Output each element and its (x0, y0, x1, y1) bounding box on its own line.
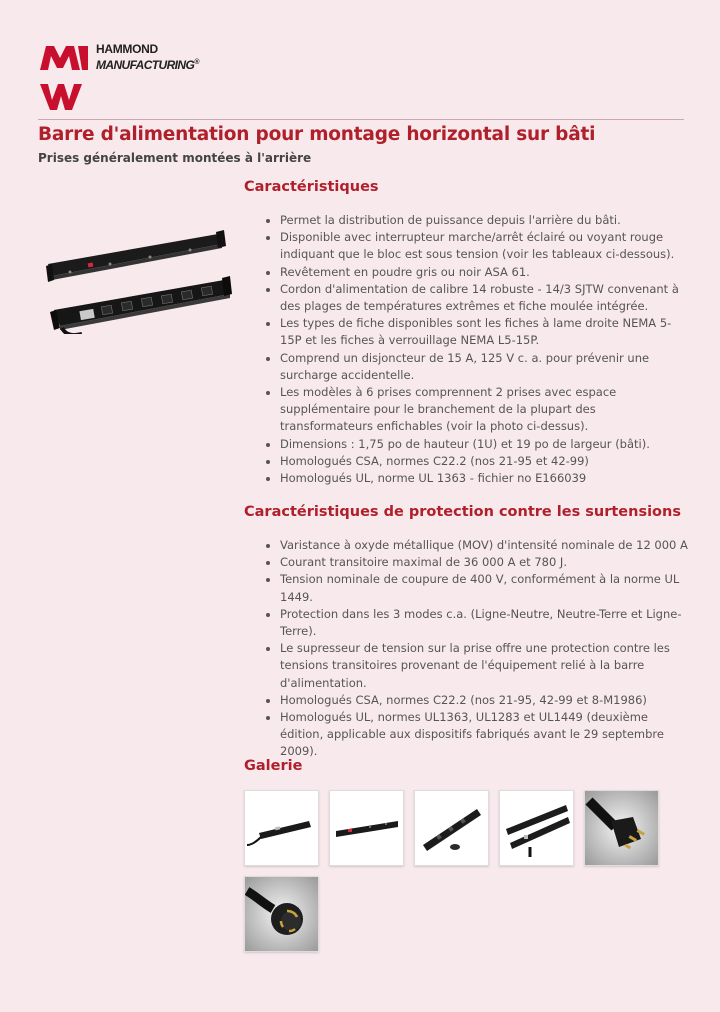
bullet-icon (266, 219, 270, 223)
site-header (38, 40, 698, 116)
bullet-icon (266, 613, 270, 617)
list-item (244, 281, 688, 315)
page-subtitle: Prises généralement montées à l'arrière (38, 151, 312, 165)
bullet-icon (266, 647, 270, 651)
features-list (244, 212, 688, 487)
list-item (244, 640, 688, 692)
bullet-icon (266, 544, 270, 548)
page-title: Barre d'alimentation pour montage horizontal sur bâti (38, 124, 596, 145)
bullet-icon (266, 561, 270, 565)
list-item (244, 315, 688, 349)
list-item-text: Homologués UL, normes UL1363, UL1283 et UL1449 (deuxième édition, applicable aux dispositifs fabriqués avant le 29 septembre 2009). (280, 710, 664, 759)
list-item-text: Les types de fiche disponibles sont les fiches à lame droite NEMA 5-15P et les fiches à verrouillage NEMA L5-15P. (280, 316, 672, 348)
power-strip-switch-image (330, 791, 403, 865)
bullet-icon (266, 578, 270, 582)
plug-closeup-image (585, 791, 658, 865)
gallery-thumbnail-1[interactable] (244, 790, 319, 866)
gallery-thumbnail-2[interactable] (329, 790, 404, 866)
list-item-text: Protection dans les 3 modes c.a. (Ligne-Neutre, Neutre-Terre et Ligne-Terre). (280, 606, 682, 639)
features-heading: Caractéristiques (244, 179, 379, 195)
list-item (244, 554, 688, 571)
brand-line1: HAMMOND (96, 42, 158, 56)
list-item-text: Courant transitoire maximal de 36 000 A et 780 J. (280, 555, 567, 570)
gallery-thumbnail-6[interactable] (244, 876, 319, 952)
list-item-text: Disponible avec interrupteur marche/arrêt éclairé ou voyant rouge indiquant que le bloc est sous tension (voir les tableaux ci-dessous). (280, 230, 675, 262)
brand-name (96, 42, 199, 72)
bullet-icon (266, 477, 270, 481)
bullet-icon (266, 357, 270, 361)
bullet-icon (266, 288, 270, 292)
bullet-icon (266, 443, 270, 447)
surge-heading: Caractéristiques de protection contre les surtensions (244, 504, 681, 520)
gallery-thumbnail-4[interactable] (499, 790, 574, 866)
brand-line2-text: MANUFACTURING (96, 58, 195, 72)
list-item-text: Varistance à oxyde métallique (MOV) d'intensité nominale de 12 000 A (280, 538, 688, 552)
list-item (244, 571, 688, 605)
bullet-icon (266, 716, 270, 720)
list-item (244, 709, 688, 761)
list-item-text: Dimensions : 1,75 po de hauteur (1U) et 19 po de largeur (bâti). (280, 436, 650, 451)
list-item-text: Revêtement en poudre gris ou noir ASA 61. (280, 264, 530, 279)
list-item (244, 264, 688, 281)
list-item-text: Tension nominale de coupure de 400 V, conformément à la norme UL 1449. (280, 572, 680, 604)
list-item (244, 537, 688, 554)
list-item (244, 212, 688, 229)
bullet-icon (266, 322, 270, 326)
product-image (40, 222, 236, 334)
power-strip-pair-image (500, 791, 573, 865)
locking-plug-closeup-image (245, 877, 318, 951)
list-item-text: Homologués CSA, normes C22.2 (nos 21-95, 42-99 et 8-M1986) (280, 692, 647, 707)
list-item-text: Homologués UL, norme UL 1363 - fichier no E166039 (280, 471, 587, 486)
bullet-icon (266, 391, 270, 395)
bullet-icon (266, 460, 270, 464)
bullet-icon (266, 271, 270, 275)
bullet-icon (266, 699, 270, 703)
list-item (244, 453, 688, 470)
list-item (244, 229, 688, 263)
list-item-text: Comprend un disjoncteur de 15 A, 125 V c. a. pour prévenir une surcharge accidentelle. (280, 350, 650, 382)
surge-list (244, 537, 688, 761)
list-item (244, 692, 688, 709)
hammond-logo-icon (38, 40, 90, 112)
list-item (244, 470, 688, 487)
list-item (244, 436, 688, 453)
registered-mark: ® (194, 59, 199, 66)
title-divider (38, 119, 684, 120)
gallery-thumbnail-5[interactable] (584, 790, 659, 866)
gallery-heading: Galerie (244, 758, 303, 774)
bullet-icon (266, 236, 270, 240)
list-item (244, 384, 688, 436)
brand-line2 (96, 56, 199, 72)
list-item (244, 350, 688, 384)
list-item-text: Homologués CSA, normes C22.2 (nos 21-95 et 42-99) (280, 453, 589, 468)
list-item-text: Les modèles à 6 prises comprennent 2 prises avec espace supplémentaire pour le branchement de la plupart des transformateurs enfichables (voir la photo ci-dessus). (280, 385, 617, 434)
power-strip-cord-image (245, 791, 318, 865)
list-item-text: Cordon d'alimentation de calibre 14 robuste - 14/3 SJTW convenant à des plages de températures extrêmes et fiche moulée intégrée. (280, 281, 679, 314)
gallery-thumbnail-3[interactable] (414, 790, 489, 866)
list-item (244, 606, 688, 640)
power-strip-angled-image (415, 791, 488, 865)
list-item-text: Le supresseur de tension sur la prise offre une protection contre les tensions transitoires provenant de l'équipement relié à la barre d'alimentation. (280, 641, 670, 690)
list-item-text: Permet la distribution de puissance depuis l'arrière du bâti. (280, 213, 621, 227)
